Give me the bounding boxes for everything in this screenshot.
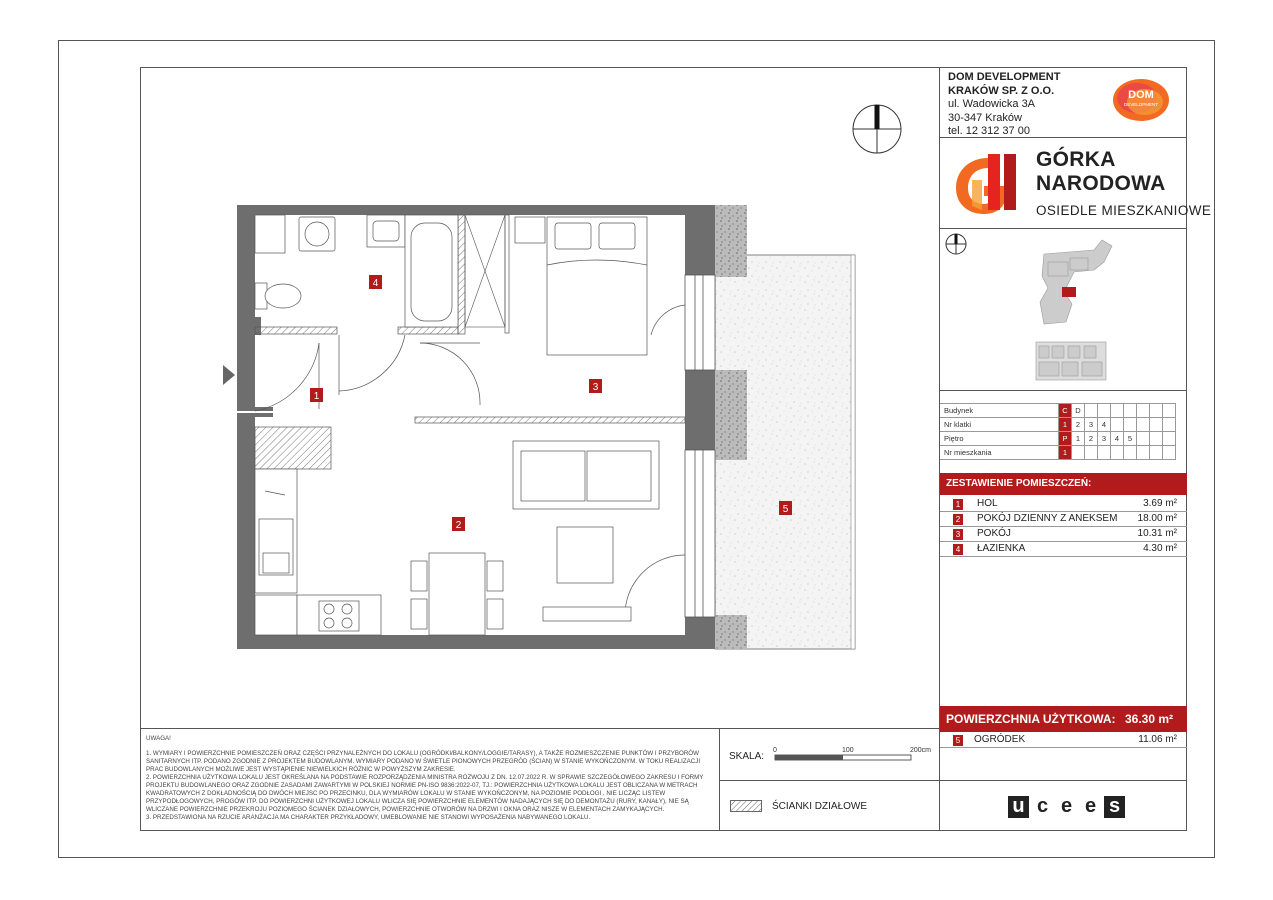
info-row <box>940 404 1176 418</box>
note-3: 3. PRZEDSTAWIONA NA RZUCIE ARANŻACJA MA CHARAKTER PRZYKŁADOWY, UMEBLOWANIE NIE STANOWI WYPOSAŻENIA NABYWANEGO LOKALU. <box>146 814 591 821</box>
info-empty-cell <box>1111 404 1124 418</box>
shower-area <box>465 215 505 327</box>
info-value: C <box>1059 404 1072 418</box>
room-tag-1-text: 1 <box>313 391 320 402</box>
company-info <box>948 71 1060 139</box>
info-label: Nr mieszkania <box>940 446 1059 460</box>
room-area: 3.69 m² <box>1143 498 1177 509</box>
info-value: 4 <box>1111 432 1124 446</box>
info-label: Piętro <box>940 432 1059 446</box>
room-name: ŁAZIENKA <box>977 543 1026 554</box>
info-label: Budynek <box>940 404 1059 418</box>
info-empty-cell <box>1137 404 1150 418</box>
tv-stand-icon <box>543 607 631 621</box>
room-name: POKÓJ DZIENNY Z ANEKSEM <box>977 513 1118 524</box>
info-value: 2 <box>1072 418 1085 432</box>
bathroom-fixtures <box>255 215 458 327</box>
ucees-letter: s <box>1104 796 1125 818</box>
room-number: 2 <box>953 514 963 525</box>
info-value: 1 <box>1059 418 1072 432</box>
partition-wall-label: ŚCIANKI DZIAŁOWE <box>772 801 868 812</box>
room-name: POKÓJ <box>977 528 1011 539</box>
notes <box>146 735 711 822</box>
usable-area-label: POWIERZCHNIA UŻYTKOWA: <box>946 712 1116 726</box>
room-tag-2-text: 2 <box>455 520 462 531</box>
floor-plan <box>215 195 865 655</box>
info-value: 1 <box>1072 432 1085 446</box>
bed-icon <box>515 217 647 355</box>
compass-icon <box>851 103 903 155</box>
info-value: 1 <box>1059 446 1072 460</box>
ucees-letter: e <box>1060 795 1073 817</box>
info-empty-cell <box>1085 446 1098 460</box>
company-phone: tel. 12 312 37 00 <box>948 125 1030 137</box>
info-row <box>940 446 1176 460</box>
toilet-icon <box>265 284 301 308</box>
info-empty-cell <box>1124 446 1137 460</box>
info-value: 5 <box>1124 432 1137 446</box>
room-number: 1 <box>953 499 963 510</box>
info-row <box>940 418 1176 432</box>
info-empty-cell <box>1163 418 1176 432</box>
info-value: 3 <box>1085 418 1098 432</box>
info-empty-cell <box>1072 446 1085 460</box>
company-city: 30-347 Kraków <box>948 111 1022 124</box>
extra-name: OGRÓDEK <box>974 734 1026 745</box>
info-empty-cell <box>1163 404 1176 418</box>
room-row <box>940 512 1187 527</box>
extra-area: 11.06 m² <box>1138 734 1177 745</box>
rooms-header: ZESTAWIENIE POMIESZCZEŃ: <box>940 473 1187 495</box>
site-keyplan <box>944 232 1184 382</box>
room-tag-3-text: 3 <box>592 382 599 393</box>
notes-title: UWAGA! <box>146 735 171 742</box>
info-empty-cell <box>1137 418 1150 432</box>
note-2: 2. POWIERZCHNIA UŻYTKOWA LOKALU JEST OKREŚLANA NA PODSTAWIE ROZPORZĄDZENIA MINISTRA ROZWOJU Z DN. 12.07.2022 R. W SPRAWIE SZCZEGÓŁOWEGO ZAKRESU I FORMY PROJEKTU BUDOWLANEGO ORAZ ZGODNIE ZASADAMI ZAWARTYMI W POLSKIEJ NORMIE PN-ISO 9836:2022-07, TJ.: POWIERZCHNIA UŻYTKOWA LOKALU JEST OBLICZANA W METRACH KWADRATOWYCH Z DOKŁADNOŚCIĄ DO DWÓCH MIEJSC PO PRZECINKU, DLA WYMIARÓW LOKALU W STANIE WYKOŃCZONYM, NA POZIOMIE PODŁOGI , NIE LICZĄC LISTEW PRZYPODŁOGOWYCH, PROGÓW ITP. DO POWIERZCHNI UŻYTKOWEJ LOKALU WLICZA SIĘ POWIERZCHNIE ELEMENTÓW NADAJĄCYCH SIĘ DO DEMONTAŻU (RURY, KANAŁY), NIE SĄ WLICZANE POWIERZCHNIE PRZEKROJU POZIOMEGO ŚCIANEK DZIAŁOWYCH, POWIERZCHNIE OTWORÓW NA DRZWI I OKNA ORAZ NISZE W ELEMENTACH ZAMYKAJĄCYCH. <box>146 774 704 813</box>
brand-title <box>1036 148 1166 196</box>
usable-area-value: 36.30 m² <box>1124 712 1173 726</box>
room-row <box>940 527 1187 542</box>
keyplan-highlight <box>1062 287 1076 297</box>
room-number: 4 <box>953 544 963 555</box>
room-area: 4.30 m² <box>1143 543 1177 554</box>
info-empty-cell <box>1085 404 1098 418</box>
ucees-letter: c <box>1036 795 1049 817</box>
info-empty-cell <box>1150 418 1163 432</box>
scale-label: SKALA: <box>729 751 765 762</box>
info-value: 3 <box>1098 432 1111 446</box>
dom-development-logo <box>1110 76 1172 122</box>
info-empty-cell <box>1098 404 1111 418</box>
info-empty-cell <box>1137 446 1150 460</box>
info-empty-cell <box>1163 446 1176 460</box>
room-name: HOL <box>977 498 998 509</box>
ucees-letter: e <box>1084 795 1097 817</box>
ucees-logo <box>1008 796 1125 818</box>
scale-tick-200: 200cm <box>910 747 932 754</box>
room-tag-4-text: 4 <box>372 278 379 289</box>
info-value: P <box>1059 432 1072 446</box>
info-empty-cell <box>1150 446 1163 460</box>
room-row <box>940 542 1187 557</box>
info-empty-cell <box>1150 404 1163 418</box>
room-area: 10.31 m² <box>1137 528 1177 539</box>
apartment-info-table <box>940 403 1176 460</box>
dom-logo-subtext: DEVELOPMENT <box>1123 102 1159 107</box>
partition-wall-swatch <box>730 800 762 812</box>
kitchen <box>255 469 381 635</box>
info-value: D <box>1072 404 1085 418</box>
brand-line1: GÓRKA <box>1036 148 1116 171</box>
scale-tick-0: 0 <box>773 747 777 754</box>
ucees-letter: u <box>1008 796 1029 818</box>
info-row <box>940 432 1176 446</box>
company-street: ul. Wadowicka 3A <box>948 98 1036 110</box>
extra-num: 5 <box>953 735 963 746</box>
dining-table-icon <box>429 553 485 635</box>
info-value: 2 <box>1085 432 1098 446</box>
room-row <box>940 497 1187 512</box>
note-1: 1. WYMIARY I POWIERZCHNIE POMIESZCZEŃ ORAZ CZĘŚCI PRZYNALEŻNYCH DO LOKALU (OGRÓDKI/BALKONY/LOGGIE/TARASY), A TAKŻE ROZMIESZCZENIE PUNKTÓW I PRZYBORÓW SANITARNYCH ITP. PODANO ZGODNIE Z PROJEKTEM BUDOWLANYM. WYMIARY PODANO W ŚWIETLE PIONOWYCH PRZEGRÓD (ŚCIAN) W STANIE WYKOŃCZONYM. W TOKU REALIZACJI PRAC BUDOWLANYCH MOŻLIWE JEST WYSTĄPIENIE NIEWIELKICH RÓŻNIC W POWYŻSZYM ZAKRESIE. <box>146 750 701 773</box>
info-empty-cell <box>1098 446 1111 460</box>
info-empty-cell <box>1150 432 1163 446</box>
gorka-narodowa-logo <box>952 150 1028 218</box>
garden-wall-bottom <box>713 615 747 649</box>
brand-subtitle: OSIEDLE MIESZKANIOWE <box>1036 203 1212 218</box>
room-tag-5-text: 5 <box>782 504 789 515</box>
info-empty-cell <box>1111 446 1124 460</box>
garden-wall-mid <box>713 370 747 460</box>
brand-line2: NARODOWA <box>1036 172 1166 195</box>
info-empty-cell <box>1124 404 1137 418</box>
info-label: Nr klatki <box>940 418 1059 432</box>
info-empty-cell <box>1124 418 1137 432</box>
entrance-arrow-icon <box>223 365 235 385</box>
room-number: 3 <box>953 529 963 540</box>
coffee-table-icon <box>557 527 613 583</box>
dom-logo-text: DOM <box>1128 89 1154 101</box>
company-legal: KRAKÓW SP. Z O.O. <box>948 84 1055 97</box>
garden-wall-top <box>713 205 747 277</box>
info-empty-cell <box>1111 418 1124 432</box>
scale-tick-100: 100 <box>842 747 854 754</box>
info-empty-cell <box>1163 432 1176 446</box>
info-empty-cell <box>1137 432 1150 446</box>
room-area: 18.00 m² <box>1137 513 1177 524</box>
washing-machine-icon <box>255 215 285 253</box>
usable-area <box>940 706 1187 732</box>
keyplan-compass-icon <box>946 234 966 254</box>
extra-space-row <box>940 733 1187 748</box>
info-value: 4 <box>1098 418 1111 432</box>
scale-bar <box>770 744 940 766</box>
company-name: DOM DEVELOPMENT <box>948 71 1061 83</box>
